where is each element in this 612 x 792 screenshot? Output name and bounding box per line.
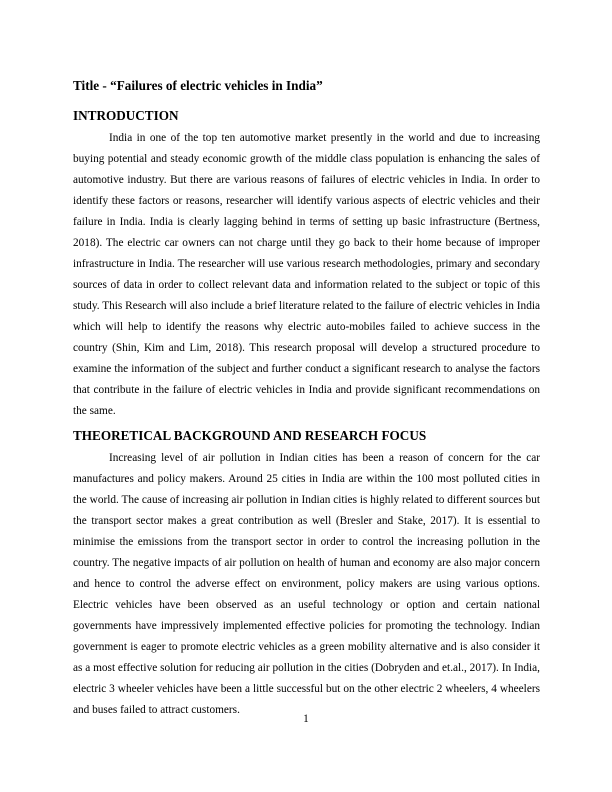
section-heading-introduction: INTRODUCTION (73, 108, 179, 123)
theoretical-background-paragraph: Increasing level of air pollution in Indian cities has been a reason of concern for the car manufactures and policy makers. Around 25 cities in India are within the 100 most polluted cities in the world. The cause of increasing air pollution in Indian cities is highly related to different sources but the transport sector makes a great contribution as well (Bresler and Stake, 2017). It is essential to minimise the emissions from the transport sector in order to control the increasing pollution in the country. The negative impacts of air pollution on health of human and economy are also major concern and hence to control the adverse effect on environment, policy makers are using various options. Electric vehicles have been observed as an useful technology or option and certain national governments have impressively implemented effective policies for promoting the technology. Indian government is eager to promote electric vehicles as a green mobility alternative and is also consider it as a most effective solution for reducing air pollution in the cities (Dobryden and et.al., 2017). In India, electric 3 wheeler vehicles have been a little successful but on the other electric 2 wheelers, 4 wheelers and buses failed to attract customers. (73, 452, 540, 716)
section-heading-theoretical-background: THEORETICAL BACKGROUND AND RESEARCH FOCUS (73, 428, 427, 443)
page-number: 1 (303, 713, 309, 725)
introduction-paragraph: India in one of the top ten automotive market presently in the world and due to increasing buying potential and steady economic growth of the middle class population is enhancing the sales of automotive industry. But there are various reasons of failures of electric vehicles in India. In order to identify these factors or reasons, researcher will identify various aspects of electric vehicles and their failure in India. India is clearly lagging behind in terms of setting up basic infrastructure (Bertness, 2018). The electric car owners can not charge until they go back to their home because of improper infrastructure in India. The researcher will use various research methodologies, primary and secondary sources of data in order to collect relevant data and information related to the subject or topic of this study. This Research will also include a brief literature related to the failure of electric vehicles in India which will help to identify the reasons why electric auto-mobiles failed to achieve success in the country (Shin, Kim and Lim, 2018). This research proposal will develop a structured procedure to examine the information of the subject and further conduct a significant research to analyse the factors that contribute in the failure of electric vehicles in India and provide significant recommendations on the same. (73, 132, 540, 417)
document-title: Title - “Failures of electric vehicles in India” (73, 78, 323, 93)
